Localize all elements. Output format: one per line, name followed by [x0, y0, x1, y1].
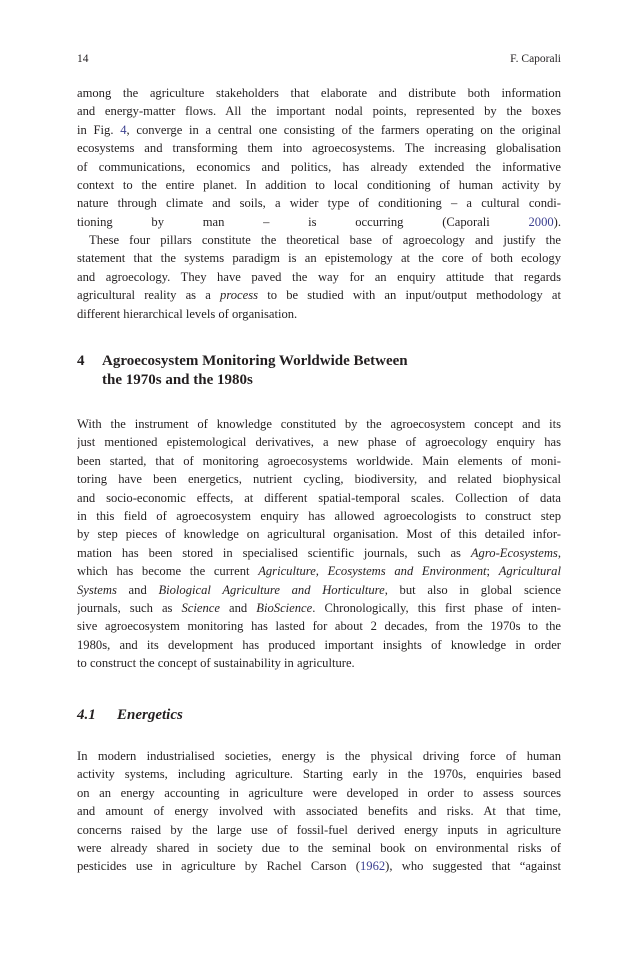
text-line: activity systems, including agriculture. Starting early in the 1970s, enquiries based — [77, 767, 561, 782]
text-line: statement that the systems paradigm is an epistemology at the core of both ecology — [77, 251, 561, 266]
page — [77, 0, 561, 968]
italic-text: Science — [181, 600, 220, 615]
text-line: nature through climate and soils, a wider type of conditioning – a cultural condi- — [77, 196, 561, 211]
text-line: toring have been energetics, nutrient cycling, biodiversity, and related biophysical — [77, 472, 561, 487]
italic-text: BioScience — [256, 600, 313, 615]
italic-text: Biological Agriculture and Horticulture — [158, 582, 385, 597]
text-line: pesticides use in agriculture by Rachel Carson (1962), who suggested that “against — [77, 859, 561, 874]
citation-link[interactable]: 2000 — [528, 214, 554, 229]
italic-text: Agro-Ecosystems — [470, 545, 558, 560]
text-line: different hierarchical levels of organisation. — [77, 306, 298, 321]
text-line: were already shared in society due to the seminal book on environmental risks of — [77, 840, 561, 855]
text-line: concerns raised by the large use of fossil-fuel derived energy inputs in agriculture — [77, 822, 561, 837]
text-line: These four pillars constitute the theoretical base of agroecology and justify the — [89, 233, 561, 247]
paragraph-1 — [77, 84, 561, 231]
subsection-heading-4-1 — [77, 706, 561, 725]
text-line: on an energy accounting in agriculture were developed in order to assess sources — [77, 785, 561, 800]
text-line: Systems and Biological Agriculture and Horticulture, but also in global science — [77, 582, 561, 597]
citation-link[interactable]: 1962 — [359, 859, 386, 874]
text-line: In modern industrialised societies, energy is the physical driving force of human — [77, 749, 561, 763]
italic-text: Agriculture, Ecosystems and Environment — [258, 564, 487, 579]
text-line: of communications, economics and politics, has already extended the informative — [77, 159, 561, 174]
text-line: context to the entire planet. In addition to local conditioning of human activity by — [77, 177, 561, 192]
text-line: agricultural reality as a process to be studied with an input/output methodology at — [77, 288, 561, 303]
running-head — [77, 51, 561, 67]
italic-text: Systems — [77, 582, 117, 597]
italic-text: process — [220, 288, 259, 303]
text-line: to construct the concept of sustainability in agriculture. — [77, 656, 355, 671]
text-line: by step pieces of knowledge on agricultural organisation. Most of this detailed infor- — [77, 527, 561, 542]
text-line: in Fig. 4, converge in a central one consisting of the farmers operating on the original — [77, 122, 561, 137]
italic-text: Agricultural — [498, 564, 561, 579]
subsection-number: 4.1 — [77, 707, 96, 723]
text-line: tioning by man – is occurring (Caporali 2000). — [77, 214, 561, 229]
paragraph-4 — [77, 747, 561, 876]
subsection-title: Energetics — [117, 707, 183, 723]
text-line: ecosystems and transforming them into agroecosystems. The increasing globalisation — [77, 141, 561, 156]
text-line: 1980s, and its development has produced important insights of knowledge in order — [77, 637, 561, 652]
text-line: which has become the current Agriculture, Ecosystems and Environment; Agricultural — [77, 564, 561, 579]
text-line: mation has been stored in specialised scientific journals, such as Agro-Ecosystems, — [77, 545, 561, 560]
citation-link[interactable]: 4 — [120, 122, 127, 137]
text-line: sive agroecosystem monitoring has lasted for about 2 decades, from the 1970s to the — [77, 619, 561, 634]
text-line: and agroecology. They have paved the way for an enquiry attitude that regards — [77, 269, 561, 284]
page-number: 14 — [77, 53, 89, 65]
text-line: in this field of agroecosystem enquiry has allowed agroecologists to construct step — [77, 508, 561, 523]
paragraph-2 — [77, 231, 561, 323]
text-line: among the agriculture stakeholders that elaborate and distribute both information — [77, 86, 561, 100]
paragraph-3 — [77, 415, 561, 672]
text-line: and socio-economic effects, at different spatial-temporal scales. Collection of data — [77, 490, 561, 505]
section-title-line-1: Agroecosystem Monitoring Worldwide Between — [102, 353, 408, 369]
text-line: journals, such as Science and BioScience. Chronologically, this first phase of inten- — [77, 600, 561, 615]
text-line: With the instrument of knowledge constituted by the agroecosystem concept and its — [77, 417, 561, 431]
section-title-line-2: the 1970s and the 1980s — [102, 372, 253, 388]
section-heading-4 — [77, 352, 561, 390]
running-head-author: F. Caporali — [510, 53, 561, 65]
text-line: and energy-matter flows. All the important nodal points, represented by the boxes — [77, 104, 561, 119]
section-number: 4 — [77, 353, 85, 369]
text-line: just mentioned epistemological derivatives, a new phase of agroecology enquiry has — [77, 435, 561, 450]
text-line: and amount of energy involved with associated benefits and risks. At that time, — [77, 804, 561, 819]
text-line: been started, that of monitoring agroecosystems worldwide. Main elements of moni- — [77, 453, 561, 468]
